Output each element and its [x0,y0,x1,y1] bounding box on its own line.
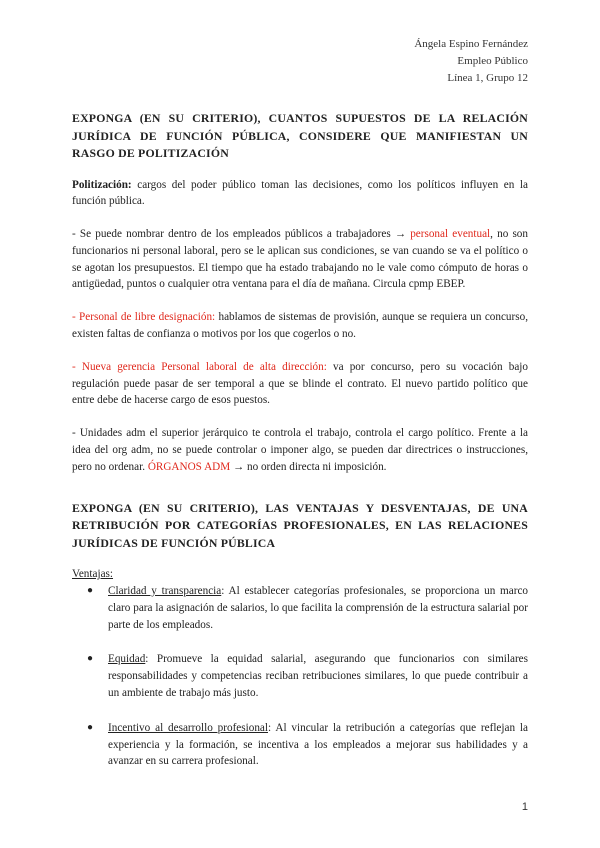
page-header [414,36,528,87]
document-body [72,110,528,788]
advantages-list [72,583,528,770]
p1-text-after: , no son funcionarios ni personal laboral, pero se le aplican sus condiciones, se van cuando se va el político o se agotan los presupuestos. El tiempo que ha estado trabajando no le vale como cómputo de horas o antigüedad, puntos o cualquier otra ventana para el día de mañana. Circula cpmp EBEP. [72,228,528,291]
list-item [72,583,528,633]
item-text: : Al establecer categorías profesionales, se proporciona un marco claro para la asignación de salarios, lo que facilita la comprensión de la estructura salarial por parte de los empleados. [108,584,528,631]
paragraph-personal-eventual [72,226,528,293]
section1-heading: EXPONGA (EN SU CRITERIO), CUANTOS SUPUESTOS DE LA RELACIÓN JURÍDICA DE FUNCIÓN PÚBLICA, CONSIDERE QUE MANIFIESTAN UN RASGO DE POLITIZACIÓN [72,111,528,160]
bullet-icon: ● [87,653,94,665]
item-term: Claridad y transparencia [108,584,222,597]
item-term: Equidad [108,653,146,666]
definition-paragraph [72,177,528,211]
header-group: Línea 1, Grupo 12 [447,72,528,84]
paragraph-libre-designacion [72,309,528,343]
bullet-icon: ● [87,584,94,596]
page-number: 1 [521,801,528,813]
advantages-label: Ventajas: [72,568,114,581]
list-item [72,720,528,770]
header-subject: Empleo Público [457,55,528,67]
section2-heading: EXPONGA (EN SU CRITERIO), LAS VENTAJAS Y DESVENTAJAS, DE UNA RETRIBUCIÓN POR CATEGORÍAS PROFESIONALES, EN LAS RELACIONES JURÍDICAS DE FUNCIÓN PÚBLICA [72,500,528,550]
p4-highlight: ÓRGANOS ADM [147,460,231,473]
paragraph-alta-direccion [72,359,528,409]
list-item [72,651,528,701]
bullet-icon: ● [87,721,94,733]
item-term: Incentivo al desarrollo profesional [108,721,268,734]
p2-text-after: hablamos de sistemas de provisión, aunque se requiera un concurso, existen faltas de confianza o motivos por los que cogerlos o no. [72,311,528,341]
p4-text-before: - Unidades adm el superior jerárquico te controla el trabajo, controla el cargo político. Frente a la idea del org adm, no se puede controlar o imponer algo, se pueden dar directrices o instrucciones, pero no ordenar. [72,427,528,473]
p3-highlight: - Nueva gerencia Personal laboral de alta dirección: [72,360,327,373]
header-author: Ángela Espino Fernández [414,38,528,50]
p3-text-after: va por concurso, pero su vocación bajo regulación puede pasar de ser temporal a que se blinde el contrato. El nuevo partido político que entre debe de hacerse cargo de esos puestos. [72,360,528,407]
p2-highlight: - Personal de libre designación: [72,311,216,324]
item-text: : Promueve la equidad salarial, asegurando que funcionarios con similares responsabilidades y competencias reciban retribuciones similares, lo que puede contribuir a un ambiente de trabajo más justo. [108,653,528,699]
p4-text-after: → no orden directa ni imposición. [230,460,387,473]
definition-term: Politización: [72,178,132,191]
p1-text-before: - Se puede nombrar dentro de los empleados públicos a trabajadores → [72,228,411,241]
definition-text: cargos del poder público toman las decisiones, como los políticos influyen en la función pública. [72,178,528,208]
p1-highlight: personal eventual [410,228,491,241]
paragraph-unidades-adm [72,425,528,475]
item-text: : Al vincular la retribución a categorías que reflejan la experiencia y la formación, se incentiva a los empleados a mejorar sus habilidades y a avanzar en su carrera profesional. [108,721,528,768]
